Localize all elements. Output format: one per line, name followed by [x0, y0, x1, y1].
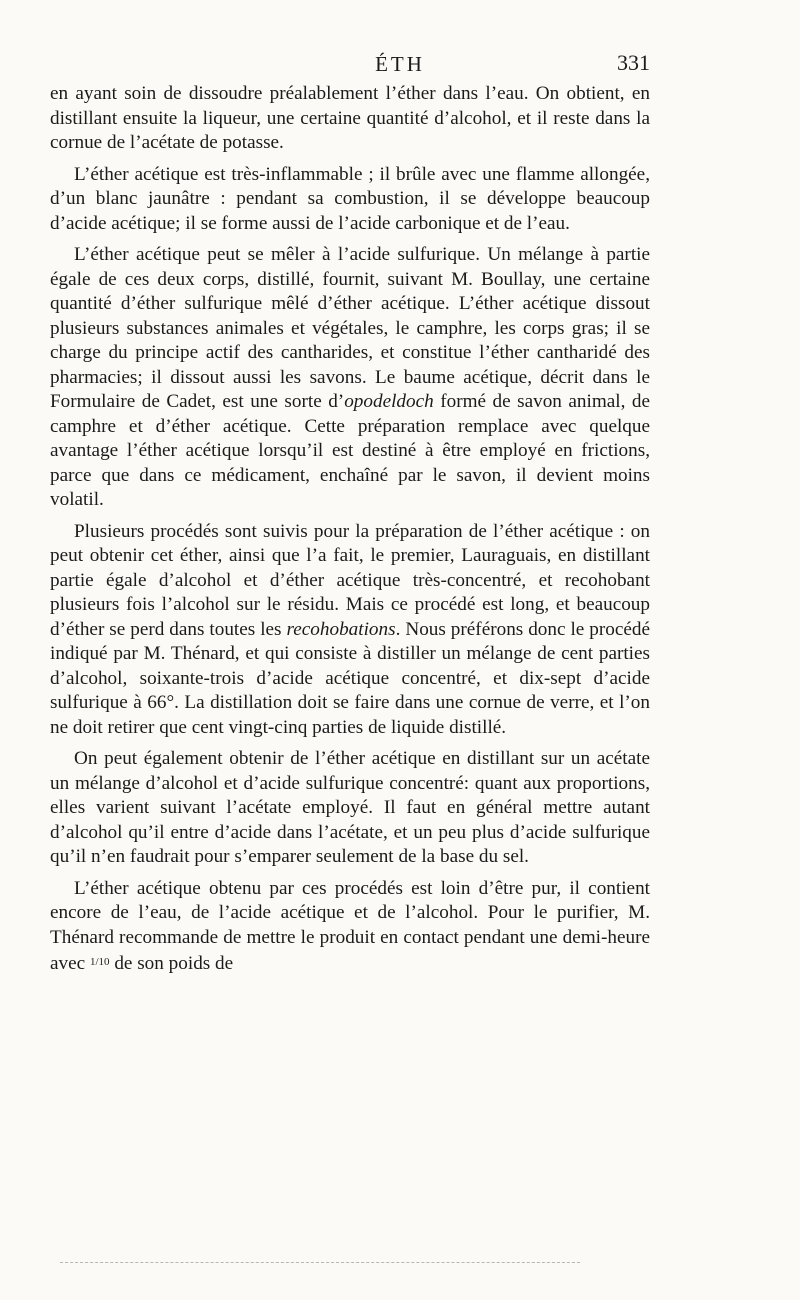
text-run: . Nous préférons donc le procédé indiqué par M. Thénard, et qui consiste à distiller un mélange de cent parties d’alcohol, soixante-trois d’acide acétique concentré, et dix-sept d’acide sulfurique à 66°. La distillation doit se faire dans une cornue de verre, et l’on ne doit retirer que cent vingt-cinq parties de liquide distillé.: [50, 618, 651, 738]
text-run: L’éther acétique est très-inflammable ; il brûle avec une flamme allongée, d’un blanc jaunâtre : pendant sa combustion, il se développe beaucoup d’acide acétique; il se forme aussi de l’acide carbonique et de l’eau.: [50, 163, 650, 234]
fraction: 1/10: [89, 956, 110, 968]
italic-term: recohobations: [286, 618, 396, 640]
running-head: ÉTH: [375, 52, 425, 76]
italic-term: opodeldoch: [344, 391, 434, 412]
text-run: L’éther acétique peut se mêler à l’acide sulfurique. Un mélange à partie égale de ces deux corps, distillé, fournit, suivant M. Boullay, une certaine quantité d’éther sulfurique mêlé d’éther acétique. L’éther acétique dissout plusieurs substances animales et végétales, le camphre, les corps gras; il se charge du principe actif des cantharides, et constitue l’éther cantharidé des pharmacies; il dissout aussi les savons. Le baume acétique, décrit dans le Formulaire de Cadet, est une sorte d’: [50, 244, 650, 412]
text-run: L’éther acétique obtenu par ces procédés est loin d’être pur, il contient encore de l’eau, de l’acide acétique et de l’alcohol. Pour le purifier, M. Thénard recommande de mettre le produit en contact pendant une demi-heure avec: [50, 877, 650, 974]
paragraph: [50, 163, 650, 237]
page-number: 331: [617, 50, 650, 75]
text-run: formé de savon animal, de camphre et d’éther acétique. Cette préparation remplace avec quelque avantage l’éther acétique lorsqu’il est destiné à être employé en frictions, parce que dans ce médicament, enchaîné par le savon, il devient moins volatil.: [50, 391, 650, 510]
text-run: On peut également obtenir de l’éther acétique en distillant sur un acétate un mélange d’alcohol et d’acide sulfurique concentré: quant aux proportions, elles varient suivant l’acétate employé. Il faut en général mettre autant d’alcohol qu’il entre d’acide dans l’acétate, et un peu plus d’acide sulfurique qu’il n’en faudrait pour s’emparer seulement de la base du sel.: [50, 748, 650, 867]
paragraph: [50, 520, 650, 741]
footer-rule: [60, 1262, 580, 1263]
paragraph: [50, 747, 650, 870]
text-run: de son poids de: [109, 953, 234, 974]
text-run: en ayant soin de dissoudre préalablement l’éther dans l’eau. On obtient, en distillant ensuite la liqueur, une certaine quantité d’alcohol, et il reste dans la cornue de l’acétate de potasse.: [50, 83, 650, 153]
page-header: [0, 52, 800, 82]
paragraph: [50, 82, 650, 156]
body-text: [50, 82, 650, 984]
paragraph: [50, 877, 650, 977]
paragraph: [50, 243, 650, 513]
text-run: Plusieurs procédés sont suivis pour la préparation de l’éther acétique : on peut obtenir cet éther, ainsi que l’a fait, le premier, Lauraguais, en distillant partie égale d’alcohol et d’éther acétique très-concentré, et recohobant plusieurs fois l’alcohol sur le résidu. Mais ce procédé est long, et beaucoup d’éther se perd dans toutes les: [50, 520, 650, 640]
